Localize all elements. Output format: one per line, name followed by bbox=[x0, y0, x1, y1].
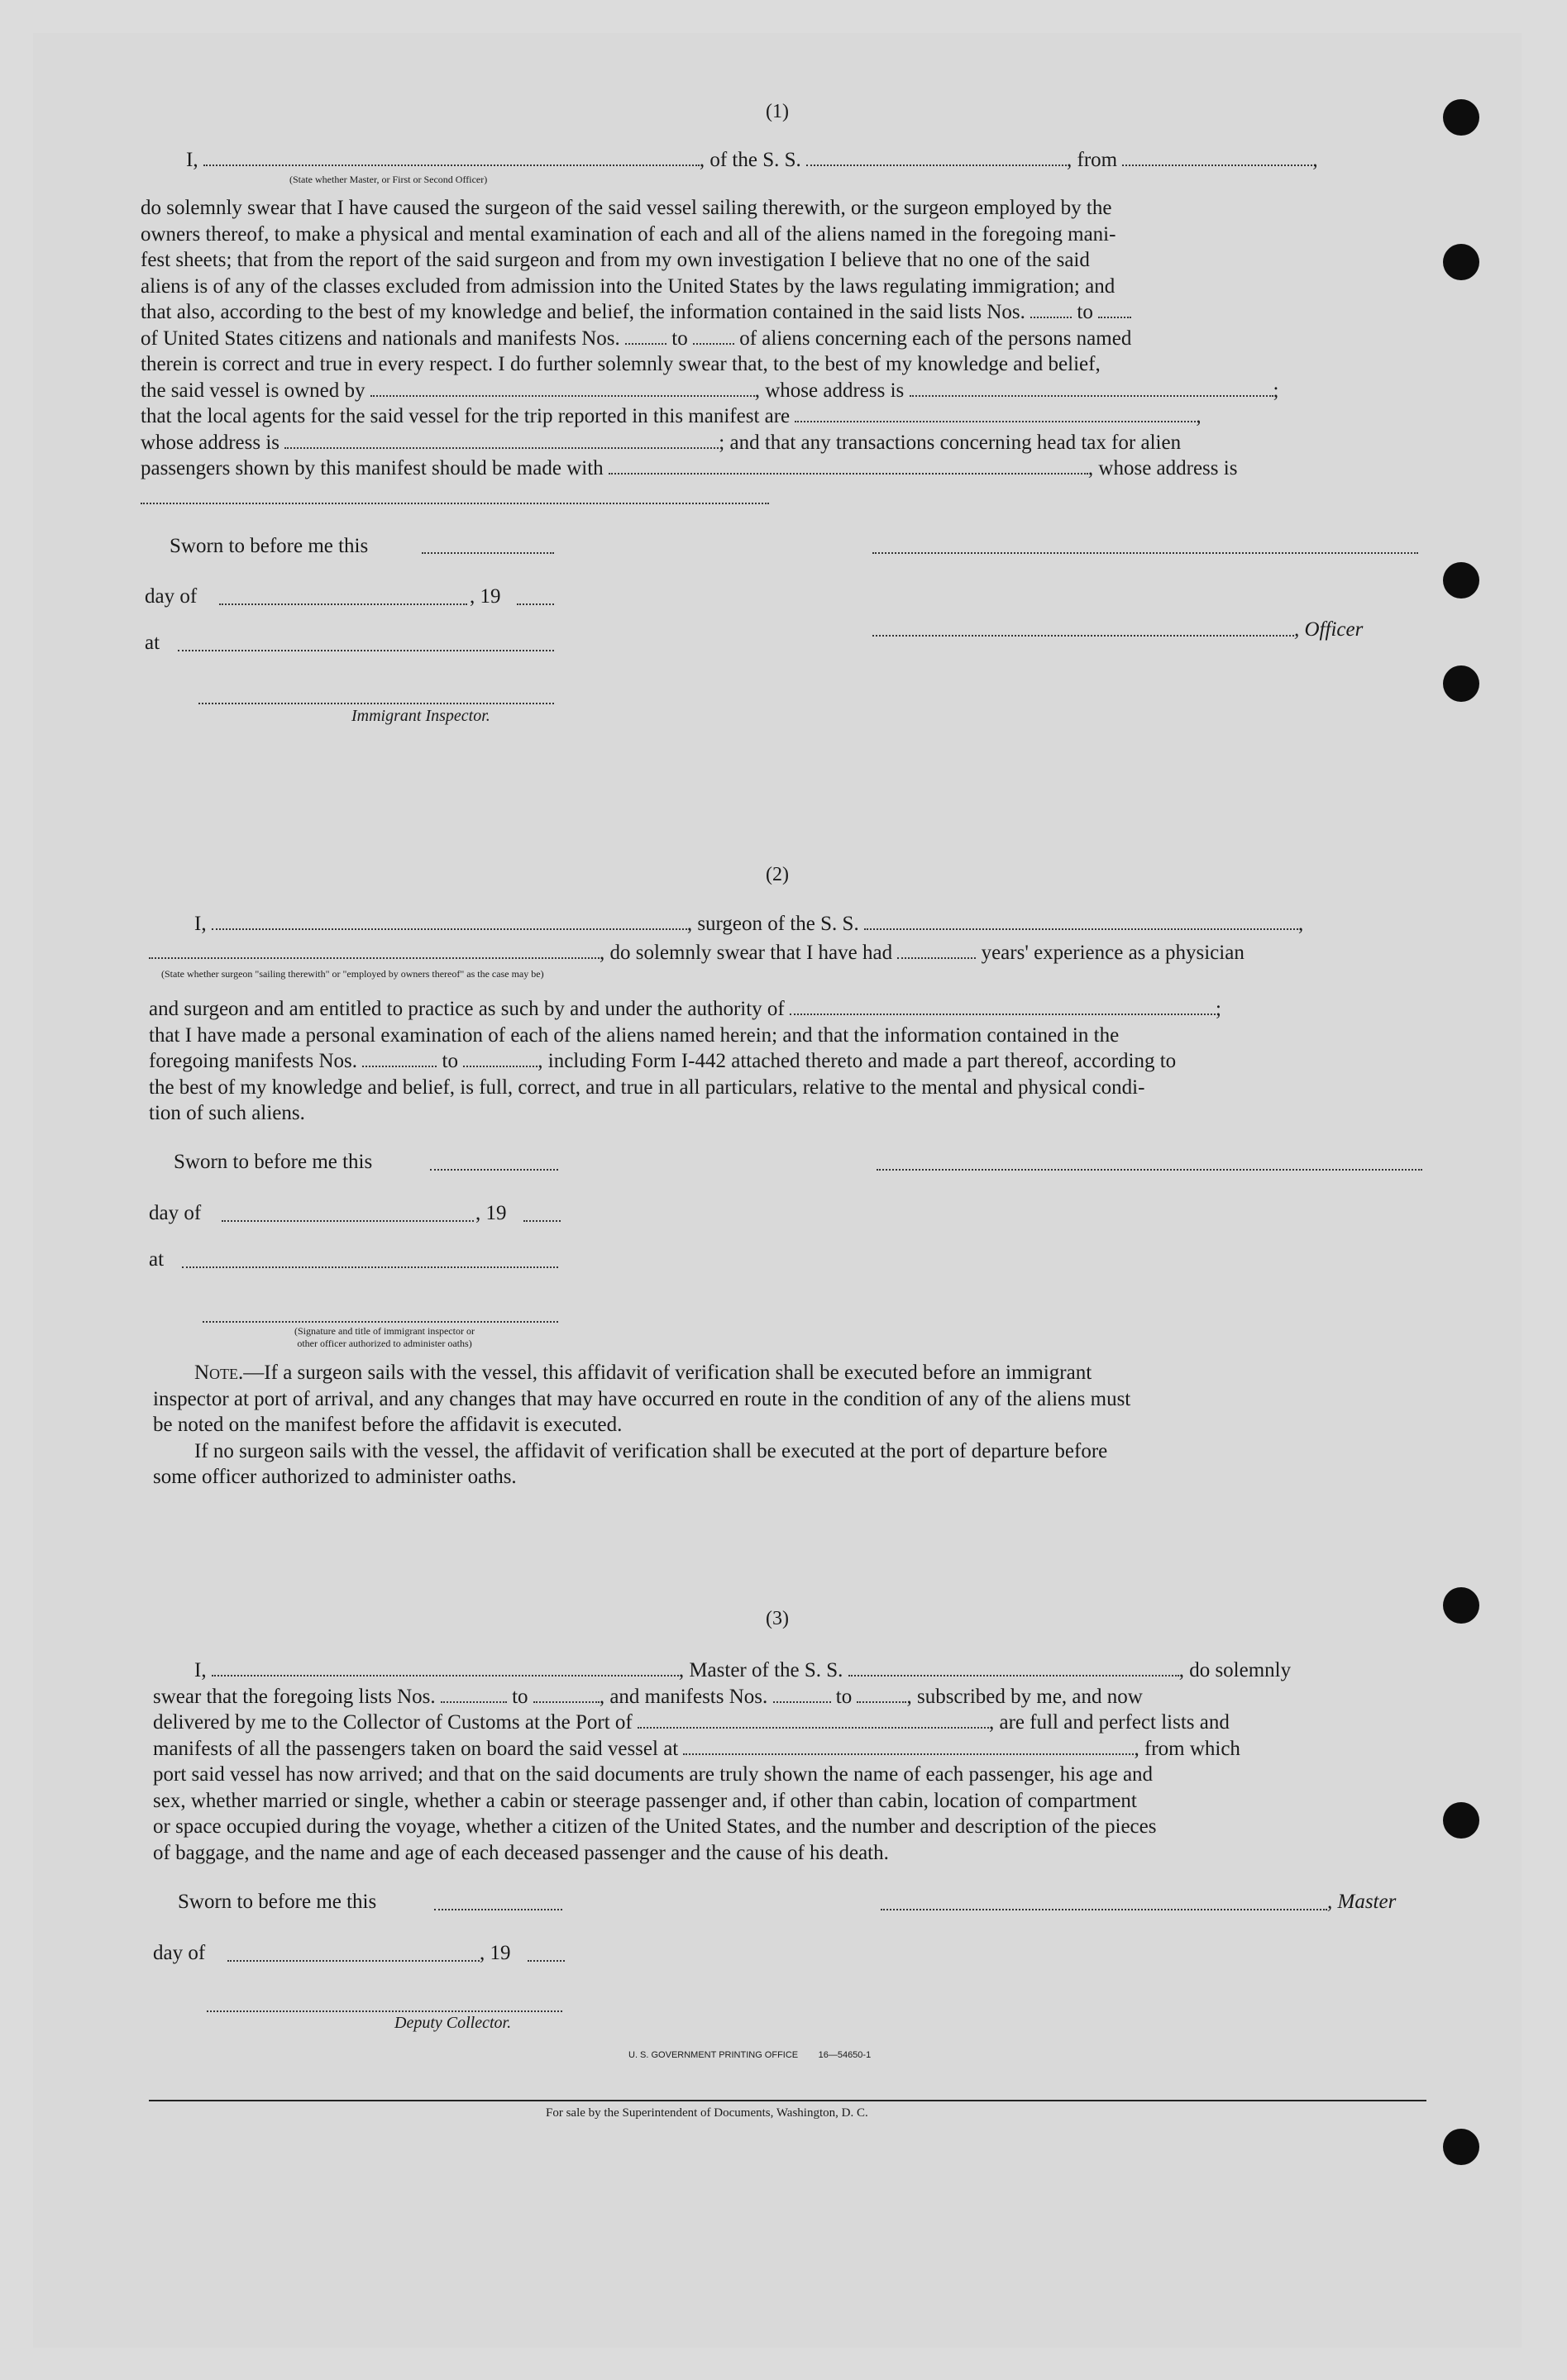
collector-signature-line bbox=[207, 2010, 562, 2012]
sworn-label: Sworn to before me this bbox=[174, 1151, 373, 1173]
binder-hole bbox=[1443, 244, 1479, 280]
address-continuation-line bbox=[141, 503, 769, 504]
at-label: at bbox=[145, 632, 160, 654]
day-of-label: day of bbox=[149, 1202, 202, 1224]
sale-notice: For sale by the Superintendent of Documents, Washington, D. C. bbox=[546, 2106, 868, 2120]
deputy-collector-label: Deputy Collector. bbox=[394, 2014, 512, 2032]
footer-rule bbox=[149, 2100, 1426, 2101]
at-line bbox=[182, 1266, 558, 1268]
section2-paragraph: and surgeon and am entitled to practice as such by and under the authority of ; that I have made a personal examination of each of the aliens named herein; and that the information contained in the foregoing manifests Nos. to , including Form I-442 attached thereto and made a part thereof, according to the best of my knowledge and belief, is full, correct, and true in all particulars, relative to the mental and physical condi- tion of such aliens. bbox=[149, 998, 1221, 1124]
day-of-line bbox=[222, 1220, 474, 1222]
signature-note: (Signature and title of immigrant inspector or other officer authorized to administer oaths) bbox=[294, 1325, 475, 1349]
printer-imprint: U. S. GOVERNMENT PRINTING OFFICE 16—54650-1 bbox=[628, 2050, 872, 2060]
surgeon-signature-line bbox=[877, 1169, 1422, 1171]
year-line bbox=[517, 603, 554, 605]
section2-line1: I, , surgeon of the S. S. , bbox=[194, 913, 1304, 935]
sworn-label: Sworn to before me this bbox=[170, 535, 369, 557]
year-label: , 19 bbox=[470, 585, 501, 608]
at-line bbox=[178, 650, 554, 651]
master-signature-line bbox=[881, 1909, 1327, 1910]
section1-line1: I, , of the S. S. , from , bbox=[186, 149, 1318, 171]
inspector-signature-line bbox=[203, 1321, 558, 1323]
binder-hole bbox=[1443, 2129, 1479, 2165]
sworn-label: Sworn to before me this bbox=[178, 1891, 377, 1913]
day-of-line bbox=[219, 603, 467, 605]
officer-line bbox=[872, 635, 1294, 637]
inspector-signature-line bbox=[198, 703, 554, 704]
surgeon-status-note: (State whether surgeon "sailing therewith" or "employed by owners thereof" as the case may be) bbox=[161, 968, 544, 980]
section-number: (2) bbox=[766, 864, 789, 885]
rank-note: (State whether Master, or First or Second Officer) bbox=[289, 174, 488, 185]
day-of-line bbox=[227, 1960, 480, 1962]
section1-paragraph: do solemnly swear that I have caused the surgeon of the said vessel sailing therewith, or the surgeon employed by the owners thereof, to make a physical and mental examination of each and all of the aliens named in the foregoing mani- fest sheets; that from the report of the said surgeon and from my own investigation I believe that no one of the said aliens is of any of the classes excluded from admission into the United States by the laws regulating immigration; and that also, according to the best of my knowledge and belief, the information contained in the said lists Nos. to of United States citizens and nationals and manifests Nos. to of aliens concerning each of the persons named therein is correct and true in every respect. I do further solemnly swear that, to the best of my knowledge and belief, the said vessel is owned by , whose address is ; that the local agents for the said vessel for the trip reported in this manifest are , whose address is ; and that any transactions concerning head tax for alien passengers shown by this manifest should be made with , whose address is bbox=[141, 197, 1279, 479]
section3-paragraph: I, , Master of the S. S. , do solemnly swear that the foregoing lists Nos. to , and manifests Nos. to , subscribed by me, and now delivered by me to the Collector of Customs at the Port of , are full and perfect lists and manifests of all the passengers taken on board the said vessel at , from which port said vessel has now arrived; and that on the said documents are truly shown the name of each passenger, his age and sex, whether married or single, whether a cabin or steerage passenger and, if other than cabin, location of compartment or space occupied during the voyage, whether a citizen of the United States, and the number and description of the pieces of baggage, and the name and age of each deceased passenger and the cause of his death. bbox=[153, 1659, 1292, 1864]
day-of-label: day of bbox=[153, 1942, 206, 1964]
note-paragraph: Note.—If a surgeon sails with the vessel, this affidavit of verification shall be executed before an immigrant inspector at port of arrival, and any changes that may have occurred en route in the condition of any of the aliens must be noted on the manifest before the affidavit is executed. If no surgeon sails with the vessel, the affidavit of verification shall be executed at the port of departure before some officer authorized to administer oaths. bbox=[153, 1362, 1131, 1488]
section-number: (3) bbox=[766, 1608, 789, 1629]
section-number: (1) bbox=[766, 101, 789, 122]
binder-hole bbox=[1443, 562, 1479, 599]
day-of-label: day of bbox=[145, 585, 198, 608]
at-label: at bbox=[149, 1248, 165, 1271]
section2-line2: , do solemnly swear that I have had years' experience as a physician bbox=[149, 940, 1245, 966]
year-line bbox=[528, 1960, 565, 1962]
binder-hole bbox=[1443, 1802, 1479, 1839]
sworn-date-line bbox=[422, 552, 554, 554]
form-page bbox=[33, 33, 1522, 2348]
officer-signature-line bbox=[872, 552, 1418, 554]
year-line bbox=[523, 1220, 561, 1222]
master-label: , Master bbox=[1327, 1891, 1397, 1913]
sworn-date-line bbox=[434, 1909, 562, 1910]
inspector-label: Immigrant Inspector. bbox=[351, 707, 490, 725]
sworn-date-line bbox=[430, 1169, 558, 1171]
officer-label: , Officer bbox=[1294, 618, 1364, 641]
year-label: , 19 bbox=[475, 1202, 507, 1224]
year-label: , 19 bbox=[480, 1942, 511, 1964]
binder-hole bbox=[1443, 665, 1479, 702]
